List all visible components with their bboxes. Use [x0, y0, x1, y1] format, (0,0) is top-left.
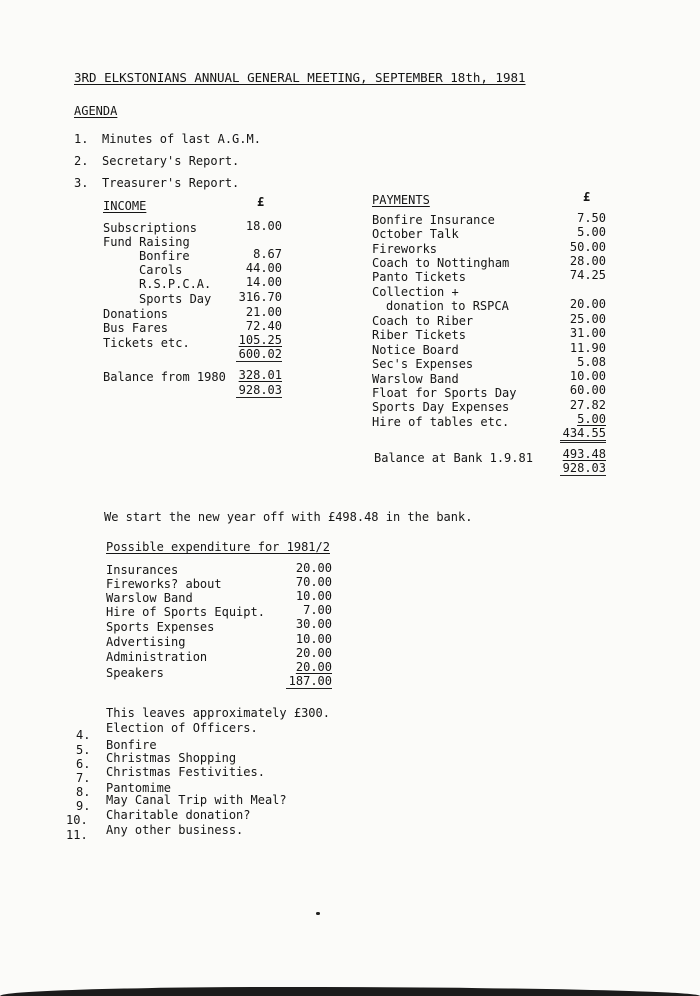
expenditure-value: 20.00 [295, 561, 332, 575]
agenda-heading: AGENDA [74, 104, 118, 118]
payment-value: 27.82 [569, 398, 606, 412]
payment-label: Coach to Nottingham [372, 256, 510, 270]
page-title: 3RD ELKSTONIANS ANNUAL GENERAL MEETING, SEPTEMBER 18th, 1981 [74, 70, 526, 85]
payment-value: 10.00 [569, 369, 606, 383]
payment-label: Panto Tickets [372, 270, 466, 284]
payment-label: Collection + [372, 285, 459, 299]
income-label: Carols [139, 263, 183, 277]
income-label: Donations [103, 307, 169, 321]
income-label: Sports Day [139, 292, 212, 306]
payment-label: October Talk [372, 227, 459, 241]
payment-label: Sports Day Expenses [372, 400, 510, 414]
payment-value: 28.00 [569, 254, 606, 268]
payment-label: Riber Tickets [372, 328, 466, 342]
payments-heading: PAYMENTS [372, 193, 430, 207]
payment-value: 5.00 [577, 412, 606, 426]
agenda-item-text: Election of Officers. [106, 721, 258, 735]
agenda-item-text: Christmas Festivities. [106, 765, 265, 779]
payments-total: 928.03 [560, 461, 606, 476]
expenditure-total: 187.00 [286, 674, 332, 689]
payment-value: 11.90 [569, 341, 606, 355]
income-label: Bus Fares [103, 321, 169, 335]
payment-label: Warslow Band [372, 372, 459, 386]
payments-currency: £ [583, 190, 591, 204]
payment-value: 20.00 [569, 297, 606, 311]
agenda-item-number: 3. [74, 176, 89, 190]
payment-label: donation to RSPCA [386, 299, 509, 313]
agenda-item-text: Bonfire [106, 738, 157, 752]
payment-value: 74.25 [569, 268, 606, 282]
agenda-item-number: 7. [76, 771, 91, 785]
payment-value: 31.00 [569, 326, 606, 340]
expenditure-label: Sports Expenses [106, 620, 215, 634]
expenditure-value: 20.00 [295, 660, 332, 674]
agenda-item-number: 9. [76, 799, 91, 813]
agenda-item-number: 8. [76, 785, 91, 799]
agenda-item-number: 2. [74, 154, 89, 168]
income-value: 18.00 [245, 219, 282, 233]
payment-label: Fireworks [372, 242, 438, 256]
expenditure-label: Fireworks? about [106, 577, 222, 591]
payment-value: 5.08 [577, 355, 606, 369]
expenditure-value: 20.00 [295, 646, 332, 660]
agenda-item-text: Minutes of last A.G.M. [102, 132, 261, 146]
expenditure-label: Speakers [106, 666, 164, 680]
payment-label: Coach to Riber [372, 314, 474, 328]
income-label: Bonfire [139, 249, 190, 263]
payment-value: 60.00 [569, 383, 606, 397]
payment-label: Bonfire Insurance [372, 213, 495, 227]
leaves-statement: This leaves approximately £300. [106, 706, 330, 720]
income-balance-value: 328.01 [238, 368, 282, 382]
income-value: 14.00 [245, 275, 282, 289]
expenditure-value: 10.00 [295, 589, 332, 603]
scan-edge-shadow [0, 987, 700, 996]
income-heading: INCOME [103, 199, 147, 213]
income-value: 316.70 [238, 290, 282, 304]
income-label: Tickets etc. [103, 336, 190, 350]
payment-label: Notice Board [372, 343, 459, 357]
payment-label: Hire of tables etc. [372, 415, 510, 429]
income-value: 72.40 [245, 319, 282, 333]
payment-value: 5.00 [577, 225, 606, 239]
payment-value: 25.00 [569, 312, 606, 326]
payment-label: Float for Sports Day [372, 386, 517, 400]
expenditure-heading: Possible expenditure for 1981/2 [106, 540, 330, 554]
income-label: Fund Raising [103, 235, 190, 249]
agenda-item-text: Christmas Shopping [106, 751, 237, 765]
agenda-item-text: Secretary's Report. [102, 154, 240, 168]
income-balance-label: Balance from 1980 [103, 370, 226, 384]
income-value: 105.25 [238, 333, 282, 347]
agenda-item-number: 10. [66, 813, 88, 827]
ink-speck [316, 912, 320, 915]
agenda-item-text: Charitable donation? [106, 808, 251, 822]
income-value: 8.67 [253, 247, 282, 261]
payment-value: 50.00 [569, 240, 606, 254]
payments-balance-label: Balance at Bank 1.9.81 [374, 451, 533, 465]
agenda-item-number: 4. [76, 728, 91, 742]
expenditure-value: 30.00 [295, 617, 332, 631]
agenda-item-text: Pantomime [106, 781, 172, 795]
income-value: 21.00 [245, 305, 282, 319]
expenditure-label: Advertising [106, 635, 186, 649]
expenditure-value: 7.00 [303, 603, 332, 617]
income-total: 928.03 [236, 383, 282, 398]
new-year-statement: We start the new year off with £498.48 in the bank. [104, 510, 473, 524]
income-currency: £ [257, 195, 265, 209]
income-subtotal: 600.02 [236, 347, 282, 362]
agenda-item-text: Treasurer's Report. [102, 176, 240, 190]
income-value: 44.00 [245, 261, 282, 275]
agenda-item-text: Any other business. [106, 823, 244, 837]
payment-label: Sec's Expenses [372, 357, 474, 371]
agenda-item-number: 1. [74, 132, 89, 146]
expenditure-label: Insurances [106, 563, 179, 577]
payments-balance-value: 493.48 [562, 447, 606, 461]
payment-value: 7.50 [577, 211, 606, 225]
expenditure-value: 70.00 [295, 575, 332, 589]
expenditure-value: 10.00 [295, 632, 332, 646]
agenda-item-number: 6. [76, 757, 91, 771]
agenda-item-number: 5. [76, 743, 91, 757]
agenda-item-text: May Canal Trip with Meal? [106, 793, 287, 807]
agenda-item-number: 11. [66, 828, 88, 842]
expenditure-label: Administration [106, 650, 208, 664]
payments-subtotal: 434.55 [560, 426, 606, 443]
expenditure-label: Warslow Band [106, 591, 193, 605]
expenditure-label: Hire of Sports Equipt. [106, 605, 265, 619]
income-label: R.S.P.C.A. [139, 277, 212, 291]
income-label: Subscriptions [103, 221, 197, 235]
